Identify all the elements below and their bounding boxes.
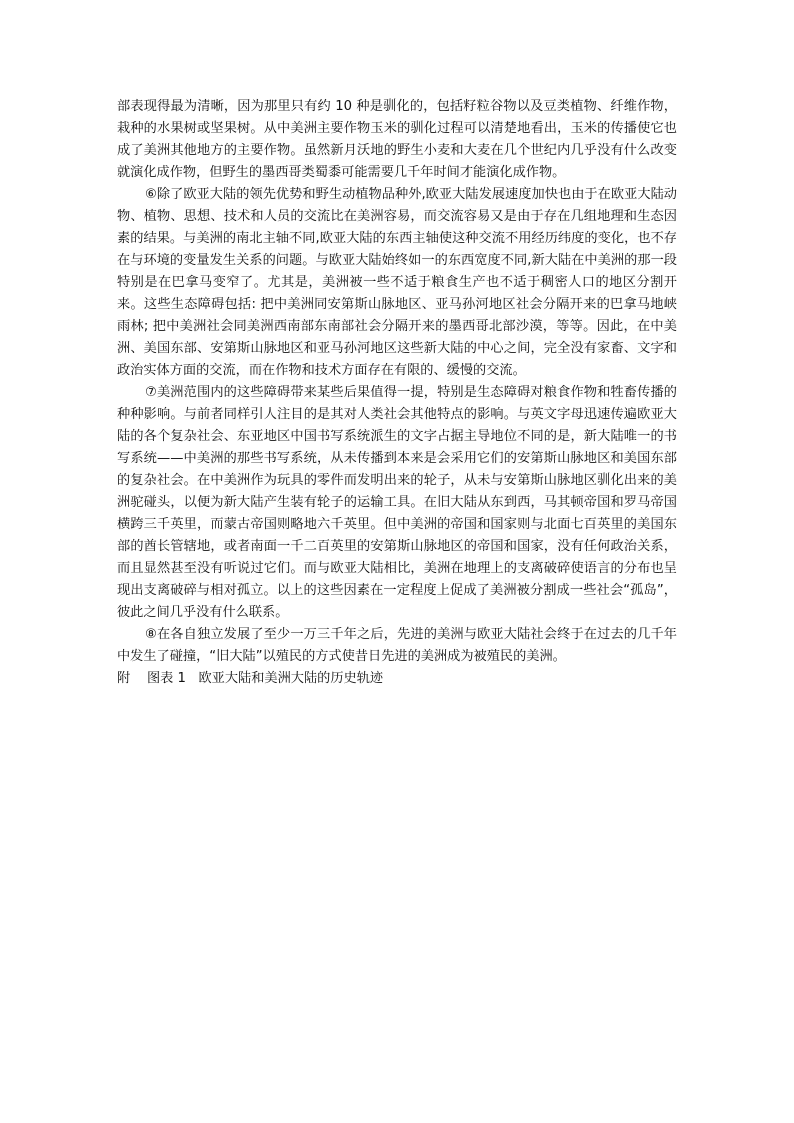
paragraph-6: ⑥除了欧亚大陆的领先优势和野生动植物品种外,欧亚大陆发展速度加快也由于在欧亚大陆动物、植物、思想、技术和人员的交流比在美洲容易，而交流容易又是由于存在几组地理和生态因素的结果。与美洲的南北主轴不同,欧亚大陆的东西主轴使这种交流不用经历纬度的变化，也不存在与环境的变量发生关系的问题。与欧亚大陆始终如一的东西宽度不同,新大陆在中美洲的那一段特别是在巴拿马变窄了。尤其是，美洲被一些不适于粮食生产也不适于稠密人口的地区分割开来。这些生态障碍包括: 把中美洲同安第斯山脉地区、亚马孙河地区社会分隔开来的巴拿马地峡雨林; 把中美洲社会同美洲西南部东南部社会分隔开来的墨西哥北部沙漠，等等。因此，在中美洲、美国东部、安第斯山脉地区和亚马孙河地区这些新大陆的中心之间，完全没有家畜、文字和政治实体方面的交流，而在作物和技术方面存在有限的、缓慢的交流。 [117,187,677,378]
figure-caption: 附 图表 1 欧亚大陆和美洲大陆的历史轨迹 [117,671,384,686]
paragraph-8: ⑧在各自独立发展了至少一万三千年之后，先进的美洲与欧亚大陆社会终于在过去的几千年中发生了碰撞，“旧大陆”以殖民的方式使昔日先进的美洲成为被殖民的美洲。 [117,627,677,664]
document-body [117,96,677,690]
paragraph-7: ⑦美洲范围内的这些障碍带来某些后果值得一提，特别是生态障碍对粮食作物和牲畜传播的种种影响。与前者同样引人注目的是其对人类社会其他特点的影响。与英文字母迅速传遍欧亚大陆的各个复杂社会、东亚地区中国书写系统派生的文字占据主导地位不同的是，新大陆唯一的书写系统——中美洲的那些书写系统，从未传播到本来是会采用它们的安第斯山脉地区和美国东部的复杂社会。在中美洲作为玩具的零件而发明出来的轮子，从未与安第斯山脉地区驯化出来的美洲驼碰头，以便为新大陆产生装有轮子的运输工具。在旧大陆从东到西，马其顿帝国和罗马帝国横跨三千英里，而蒙古帝国则略地六千英里。但中美洲的帝国和国家则与北面七百英里的美国东部的酋长管辖地，或者南面一千二百英里的安第斯山脉地区的帝国和国家，没有任何政治关系，而且显然甚至没有听说过它们。而与欧亚大陆相比，美洲在地理上的支离破碎使语言的分布也呈现出支离破碎与相对孤立。以上的这些因素在一定程度上促成了美洲被分割成一些社会“孤岛”，彼此之间几乎没有什么联系。 [117,385,677,620]
paragraph-continuation: 部表现得最为清晰，因为那里只有约 10 种是驯化的，包括籽粒谷物以及豆类植物、纤维作物，栽种的水果树或坚果树。从中美洲主要作物玉米的驯化过程可以清楚地看出，玉米的传播使它也成了美洲其他地方的主要作物。虽然新月沃地的野生小麦和大麦在几个世纪内几乎没有什么改变就演化成作物，但野生的墨西哥类蜀黍可能需要几千年时间才能演化成作物。 [117,99,677,180]
